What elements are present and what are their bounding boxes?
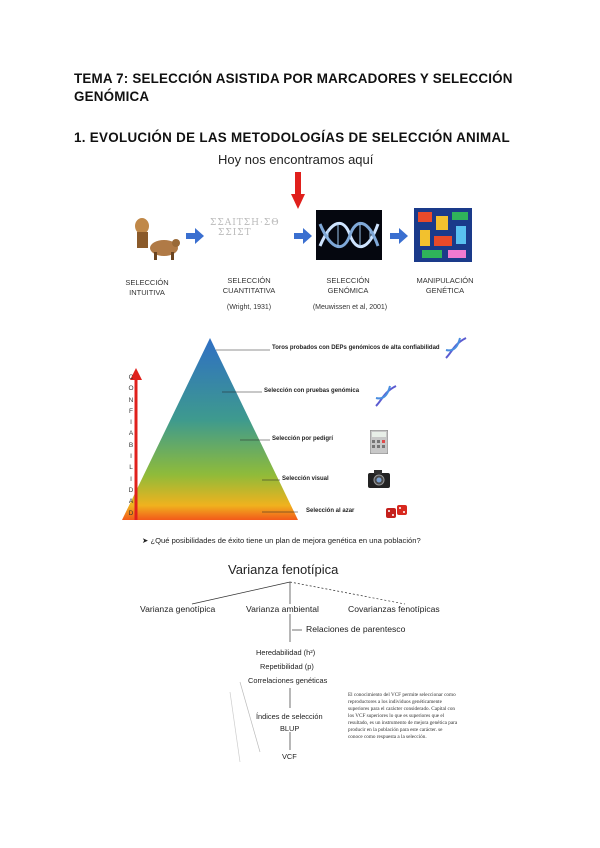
figure-reliability-pyramid [122, 332, 476, 524]
section-heading: 1. EVOLUCIÓN DE LAS METODOLOGÍAS DE SELECCIÓN ANIMAL [74, 130, 510, 145]
livestock-farmer-image [126, 210, 181, 262]
parameter-repeatability: Repetibilidad (p) [260, 662, 314, 671]
relationship-label: Relaciones de parentesco [306, 624, 406, 634]
document-title: TEMA 7: SELECCIÓN ASISTIDA POR MARCADORES Y SELECCIÓN GENÓMICA [74, 71, 513, 104]
pyramid-level-1: Toros probados con DEPs genómicos de alta confiabilidad [272, 345, 440, 351]
camera-icon [368, 470, 390, 488]
vcf-note: El conocimiento del VCF permite seleccionar como reproductores a los individuos genéticamente superiores para el carácter considerado. Capital con los VCF superiores lo que es superiores que el resultado, es un instrumento de mejora genética para producir en la población para este carácter. se conoce como respuesta a la selección. [348, 692, 458, 740]
flow-arrow-icon [294, 228, 312, 244]
figure-selection-timeline [118, 152, 488, 320]
red-down-arrow-icon [291, 172, 305, 210]
bullet-arrow-icon: ➤ [142, 536, 151, 545]
dice-icon [386, 504, 408, 520]
flow-arrow-icon [186, 228, 204, 244]
dna-helix-image [316, 210, 382, 260]
stage-citation-quantitative: (Wright, 1931) [226, 304, 272, 311]
parameter-heritability: Heredabilidad (h²) [256, 648, 316, 657]
pyramid-level-4: Selección visual [282, 476, 329, 482]
pyramid-level-3: Selección por pedigrí [272, 436, 334, 442]
stage-label-intuitive: SELECCIÓN INTUITIVA [125, 278, 169, 297]
branch-environmental: Varianza ambiental [246, 604, 319, 614]
pyramid-image [122, 332, 476, 524]
reliability-axis-label: C O N F I A B I L I D A D [128, 374, 134, 517]
dna-icon [374, 384, 398, 408]
branch-genotypic: Varianza genotípica [140, 604, 216, 614]
flow-arrow-icon [390, 228, 408, 244]
blup-label: BLUP [280, 724, 300, 733]
calculator-icon [370, 430, 388, 454]
stage-label-quantitative: SELECCIÓN CUANTITATIVA [222, 276, 276, 295]
figure-phenotypic-variance-tree [120, 532, 480, 768]
stage-label-genomic: SELECCIÓN GENÓMICA [326, 276, 370, 295]
figure1-caption: Hoy nos encontramos aquí [218, 152, 374, 167]
phenotypic-variance-root: Varianza fenotípica [228, 562, 339, 577]
vcf-label: VCF [282, 752, 297, 761]
parameter-correlations: Correlaciones genéticas [248, 676, 328, 685]
branch-covariances: Covarianzas fenotípicas [348, 604, 440, 614]
dna-icon [444, 336, 468, 360]
stage-label-manipulation: MANIPULACIÓN GENÉTICA [416, 276, 474, 295]
pyramid-level-2: Selección con pruebas genómica [264, 388, 360, 394]
quantitative-formula-image: ΣΣΑΙΤΣΗ·ΣΘ ΣΣΙΣΤ [210, 218, 280, 238]
stage-citation-genomic: (Meuwissen et al, 2001) [312, 304, 388, 311]
question-line: ➤ ¿Qué posibilidades de éxito tiene un plan de mejora genética en una población? [142, 536, 421, 545]
selection-indices: Índices de selección [256, 712, 323, 721]
pyramid-level-5: Selección al azar [306, 508, 355, 514]
genetic-manipulation-image [414, 208, 472, 262]
